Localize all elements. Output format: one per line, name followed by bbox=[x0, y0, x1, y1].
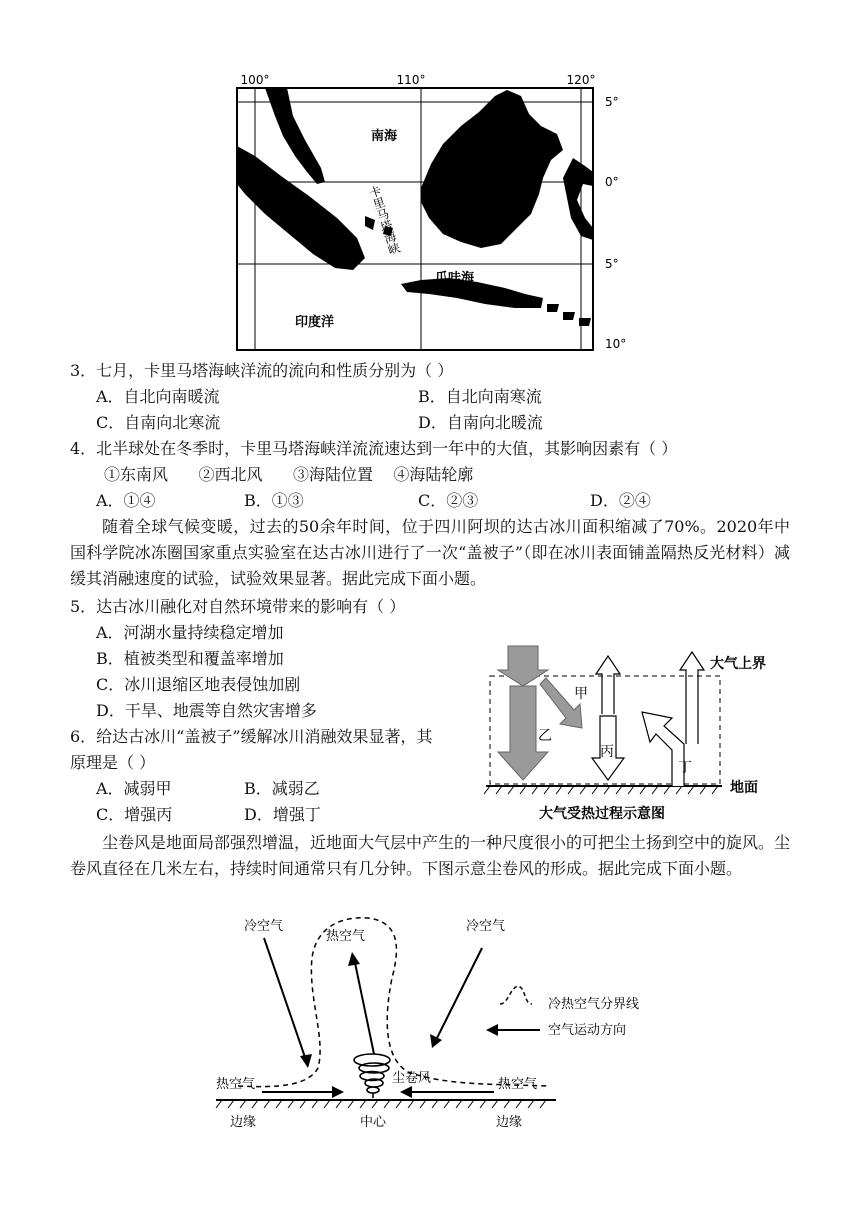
dust-devil-diagram bbox=[208, 908, 658, 1138]
legend-boundary-label: 冷热空气分界线 bbox=[548, 997, 640, 1012]
dust-devil-icon bbox=[354, 1054, 390, 1098]
q4-option-c[interactable]: C．②③ bbox=[418, 491, 479, 510]
atm-diagram-caption: 大气受热过程示意图 bbox=[539, 806, 665, 822]
lat-label: 10° bbox=[605, 337, 627, 351]
lon-label: 120° bbox=[566, 73, 596, 87]
q4-option-b[interactable]: B．①③ bbox=[244, 491, 304, 510]
passage-dust-devil: 尘卷风是地面局部强烈增温，近地面大气层中产生的一种尺度很小的可把尘土扬到空中的旋风。尘卷风直径在几米左右，持续时间通常只有几分钟。下图示意尘卷风的形成。据此完成下面小题。 bbox=[70, 833, 791, 878]
q3-option-d[interactable]: D．自南向北暖流 bbox=[418, 413, 543, 432]
q5-stem: 5．达古冰川融化对自然环境带来的影响有（ ） bbox=[70, 597, 406, 616]
legend-boundary-icon bbox=[500, 986, 532, 1004]
q3-option-a[interactable]: A．自北向南暖流 bbox=[96, 387, 220, 406]
q3-option-b[interactable]: B．自北向南寒流 bbox=[418, 387, 542, 406]
lat-label: 5° bbox=[605, 95, 619, 109]
edge-left-label: 边缘 bbox=[230, 1115, 257, 1130]
bing-label: 丙 bbox=[600, 744, 614, 760]
south-sea-label: 南海 bbox=[371, 129, 398, 144]
lat-label: 5° bbox=[605, 257, 619, 271]
strait-label: 卡里马塔海峡 bbox=[366, 183, 402, 257]
sea-map bbox=[225, 68, 635, 358]
legend-arrow-icon bbox=[486, 1024, 498, 1036]
lat-label: 0° bbox=[605, 175, 619, 189]
cold-air-left-label: 冷空气 bbox=[244, 919, 284, 934]
q5-option-c[interactable]: C．冰川退缩区地表侵蚀加剧 bbox=[96, 675, 301, 694]
q3-option-c[interactable]: C．自南向北寒流 bbox=[96, 413, 221, 432]
q5-option-b[interactable]: B．植被类型和覆盖率增加 bbox=[96, 649, 284, 668]
q5-option-a[interactable]: A．河湖水量持续稳定增加 bbox=[96, 623, 284, 642]
borneo bbox=[421, 90, 563, 248]
sulawesi bbox=[563, 158, 593, 240]
lon-label: 110° bbox=[396, 73, 426, 87]
jia-label: 甲 bbox=[574, 686, 588, 702]
q3-stem: 3．七月，卡里马塔海峡洋流的流向和性质分别为（ ） bbox=[70, 361, 454, 380]
sumatra bbox=[237, 146, 365, 270]
passage-glacier: 随着全球气候变暖，过去的50余年时间，位于四川阿坝的达古冰川面积缩减了70%。2020年中国科学院冰冻圈国家重点实验室在达古冰川进行了一次“盖被子”（即在冰川表面铺盖隔热反光材料）减缓其消融速度的试验，试验效果显著。据此完成下面小题。 bbox=[70, 517, 790, 588]
q6-stem-line1: 6．给达古冰川“盖被子”缓解冰川消融效果显著，其 bbox=[70, 727, 433, 746]
java-sea-label: 爪哇海 bbox=[435, 271, 475, 286]
hot-air-left-label: 热空气 bbox=[216, 1077, 256, 1092]
hot-air-top-label: 热空气 bbox=[326, 929, 366, 944]
q4-stem: 4．北半球处在冬季时，卡里马塔海峡洋流流速达到一年中的大值，其影响因素有（ ） bbox=[70, 439, 678, 458]
cold-air-right-label: 冷空气 bbox=[466, 919, 506, 934]
hot-cold-boundary bbox=[238, 918, 548, 1087]
ding-label: 丁 bbox=[678, 760, 692, 776]
hot-air-right-label: 热空气 bbox=[498, 1077, 538, 1092]
legend-motion-label: 空气运动方向 bbox=[548, 1023, 627, 1038]
q6-option-d[interactable]: D．增强丁 bbox=[244, 805, 321, 824]
dust-devil-label: 尘卷风 bbox=[392, 1071, 432, 1086]
edge-right-label: 边缘 bbox=[496, 1115, 523, 1130]
atmosphere-heating-diagram bbox=[482, 640, 782, 826]
q4-option-d[interactable]: D．②④ bbox=[590, 491, 651, 510]
q6-option-c[interactable]: C．增强丙 bbox=[96, 805, 173, 824]
q6-option-a[interactable]: A．减弱甲 bbox=[96, 779, 172, 798]
ground-label: 地面 bbox=[730, 780, 758, 796]
yi-label: 乙 bbox=[538, 728, 552, 744]
q6-stem-line2: 原理是（ ） bbox=[70, 753, 156, 772]
q5-option-d[interactable]: D．干旱、地震等自然灾害增多 bbox=[96, 701, 317, 720]
top-atmosphere-label: 大气上界 bbox=[710, 656, 766, 672]
center-label: 中心 bbox=[360, 1115, 387, 1130]
indian-ocean-label: 印度洋 bbox=[295, 315, 335, 330]
q4-option-a[interactable]: A．①④ bbox=[96, 491, 156, 510]
lon-label: 100° bbox=[240, 73, 270, 87]
q4-items: ①东南风 ②西北风 ③海陆位置 ④海陆轮廓 bbox=[104, 465, 474, 484]
q6-option-b[interactable]: B．减弱乙 bbox=[244, 779, 320, 798]
